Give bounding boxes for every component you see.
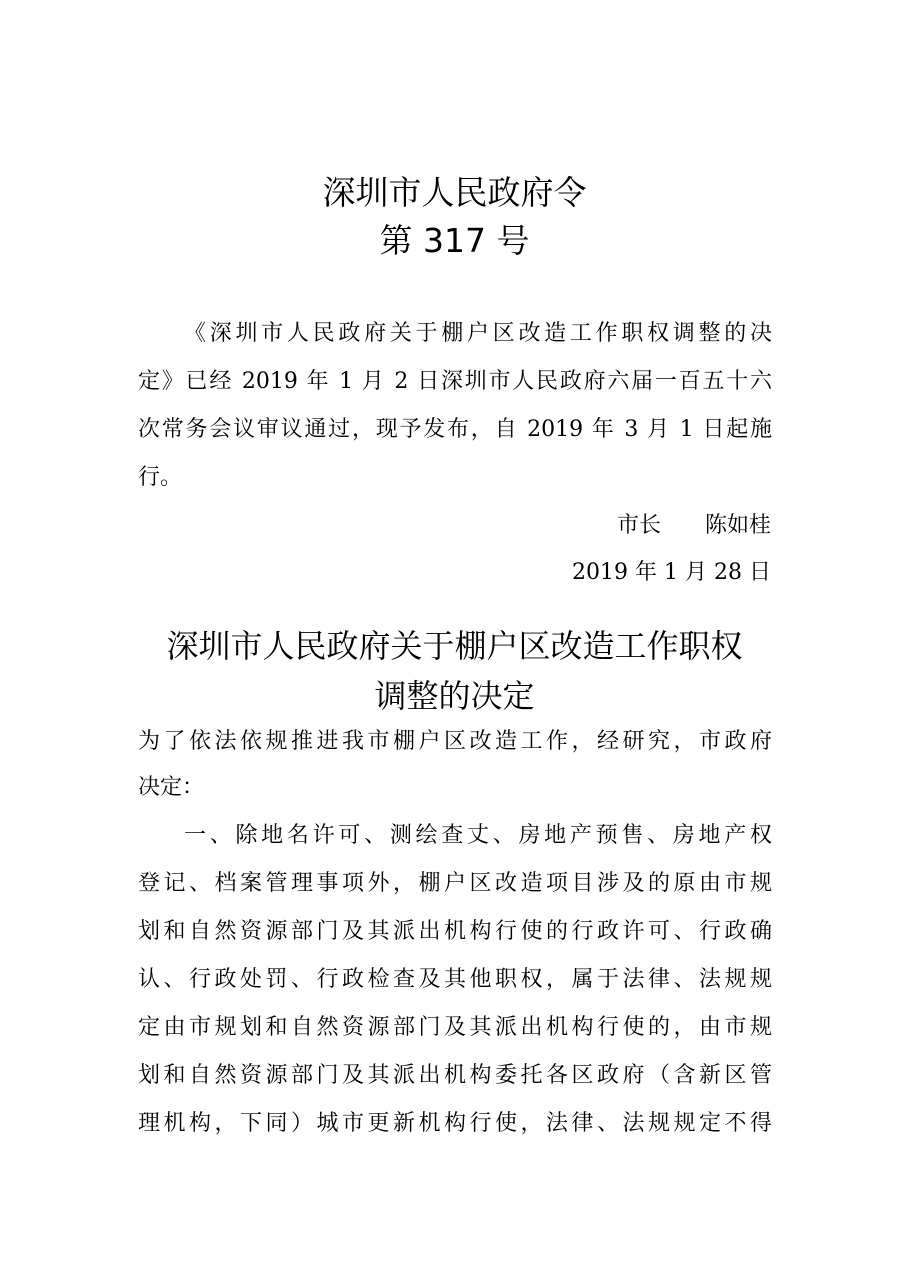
article1-line-2: 登记、档案管理事项外，棚户区改造项目涉及的原由市规 (138, 871, 772, 896)
preamble-line-2: 定》已经 2019 年 1 月 2 日深圳市人民政府六届一百五十六 (138, 369, 772, 394)
mayor-signature: 市长 陈如桂 (616, 513, 771, 538)
decision-title-line-2: 调整的决定 (374, 677, 535, 715)
preamble-line-4: 行。 (138, 465, 183, 490)
order-number: 第 317 号 (379, 221, 530, 260)
article1-line-6: 划和自然资源部门及其派出机构委托各区政府（含新区管 (138, 1063, 772, 1088)
article1-line-3: 划和自然资源部门及其派出机构行使的行政许可、行政确 (138, 919, 772, 944)
order-title: 深圳市人民政府令 (322, 173, 587, 212)
article1-line-7: 理机构，下同）城市更新机构行使，法律、法规规定不得 (138, 1111, 772, 1136)
article1-line-4: 认、行政处罚、行政检查及其他职权，属于法律、法规规 (138, 967, 772, 992)
decision-title-line-1: 深圳市人民政府关于棚户区改造工作职权 (166, 627, 743, 665)
signature-date: 2019 年 1 月 28 日 (572, 560, 771, 585)
intro-line-1: 为了依法依规推进我市棚户区改造工作，经研究，市政府 (138, 729, 772, 754)
preamble-line-3: 次常务会议审议通过，现予发布，自 2019 年 3 月 1 日起施 (138, 417, 772, 442)
intro-line-2: 决定： (138, 775, 205, 800)
article1-line-5: 定由市规划和自然资源部门及其派出机构行使的，由市规 (138, 1015, 772, 1040)
article1-line-1: 一、除地名许可、测绘查丈、房地产预售、房地产权 (184, 823, 772, 848)
preamble-line-1: 《深圳市人民政府关于棚户区改造工作职权调整的决 (184, 321, 772, 346)
